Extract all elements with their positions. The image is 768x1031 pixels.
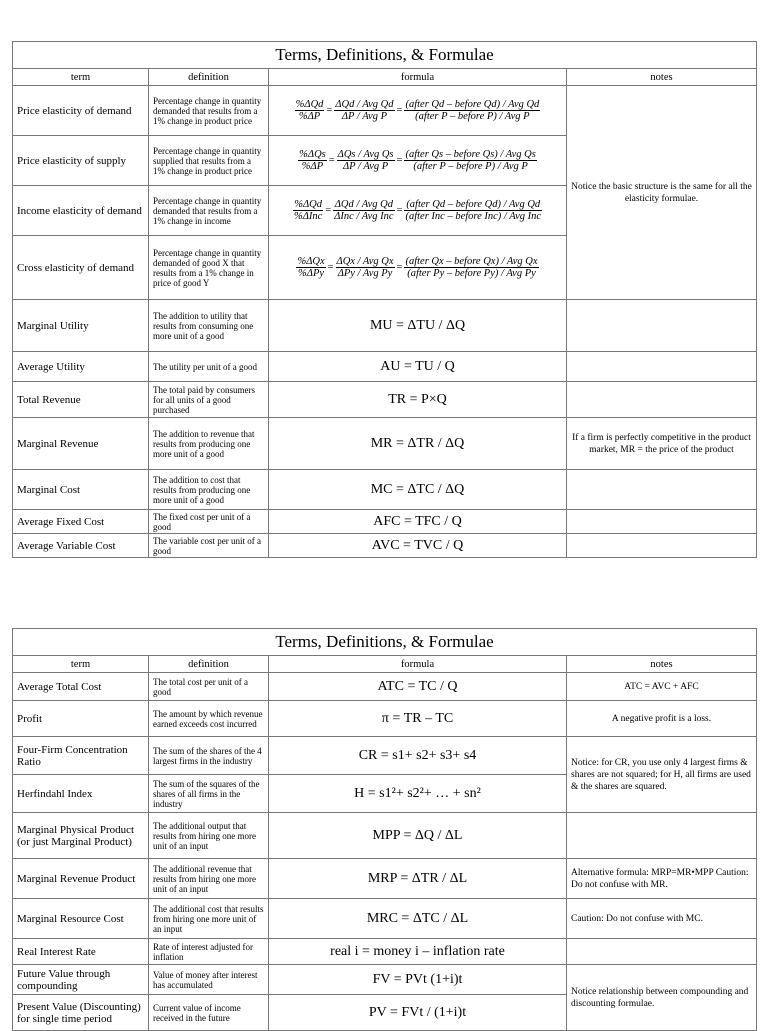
formula-cell: MR = ΔTR / ΔQ [269,418,567,470]
term-cell: Total Revenue [13,382,149,418]
term-cell: Marginal Revenue [13,418,149,470]
table-row [13,86,757,136]
table-row [13,534,757,558]
notes-cell: Notice the basic structure is the same for all the elasticity formulae. [567,86,757,300]
definition-cell: The addition to cost that results from producing one more unit of a good [149,470,269,510]
fraction: $\frac{\text{\%ΔQd}}{\%\Delta P}$ [295,99,324,122]
notes-cell: Notice relationship between compounding and discounting formulae. [567,965,757,1031]
notes-cell [567,510,757,534]
notes-cell [567,300,757,352]
definition-cell: The addition to utility that results from consuming one more unit of a good [149,300,269,352]
formula-cell: $\frac{\text{\%ΔQs}}{\%\Delta P}$ = $\frac{\text{ΔQs / Avg Qs}}{\text{ΔP / Avg P}}$ = $\frac{\text{(after Qs – before Qs) / Avg Qs}}{\text{(after P – before P) / Avg P}}$ [269,136,567,186]
fraction: $\frac{\text{ΔQd / Avg Qd}}{\text{ΔInc / Avg Inc}}$ [334,199,394,222]
formula-cell: AVC = TVC / Q [269,534,567,558]
column-header-notes: notes [567,69,757,86]
table-row [13,470,757,510]
formula-cell: H = s1²+ s2²+ … + sn² [269,775,567,813]
definition-cell: The total cost per unit of a good [149,673,269,701]
table-row [13,352,757,382]
notes-cell: ATC = AVC + AFC [567,673,757,701]
table-row [13,382,757,418]
term-cell: Average Fixed Cost [13,510,149,534]
table-row [13,939,757,965]
definition-cell: The fixed cost per unit of a good [149,510,269,534]
term-cell: Marginal Resource Cost [13,899,149,939]
table-row [13,300,757,352]
notes-cell: Caution: Do not confuse with MC. [567,899,757,939]
definition-cell: The addition to revenue that results from producing one more unit of a good [149,418,269,470]
definition-cell: Current value of income received in the future [149,995,269,1031]
table-row [13,701,757,737]
fraction: $\frac{\text{ΔQd / Avg Qd}}{\text{ΔP / Avg P}}$ [335,99,394,122]
formula-table-2 [12,628,757,1031]
notes-cell [567,470,757,510]
formula-cell: real i = money i – inflation rate [269,939,567,965]
term-cell: Real Interest Rate [13,939,149,965]
formula-cell: MC = ΔTC / ΔQ [269,470,567,510]
definition-cell: The utility per unit of a good [149,352,269,382]
term-cell: Marginal Cost [13,470,149,510]
formula-table-1 [12,41,757,558]
definition-cell: Rate of interest adjusted for inflation [149,939,269,965]
formula-cell: $\frac{\text{\%ΔQd}}{\text{\%ΔInc}}$ = $\frac{\text{ΔQd / Avg Qd}}{\text{ΔInc / Avg Inc}}$ = $\frac{\text{(after Qd – before Qd) / Avg Qd}}{\text{(after Inc – before Inc) / Avg Inc}}$ [269,186,567,236]
formula-cell: π = TR – TC [269,701,567,737]
column-header-formula: formula [269,656,567,673]
term-cell: Average Variable Cost [13,534,149,558]
table-row [13,965,757,995]
definition-cell: The additional revenue that results from hiring one more unit of an input [149,859,269,899]
notes-cell [567,534,757,558]
formula-cell: $\frac{\text{\%ΔQd}}{\%\Delta P}$ = $\frac{\text{ΔQd / Avg Qd}}{\text{ΔP / Avg P}}$ = $\frac{\text{(after Qd – before Qd) / Avg Qd}}{\text{(after P – before P) / Avg P}}$ [269,86,567,136]
fraction: $\frac{\text{(after Qx – before Qx) / Avg Qx}}{\text{(after Py – before Py) / Avg Py}}$ [405,256,538,279]
column-header-definition: definition [149,656,269,673]
fraction: $\frac{\text{(after Qd – before Qd) / Avg Qd}}{\text{(after Inc – before Inc) / Avg Inc}}$ [405,199,542,222]
term-cell: Four-Firm Concentration Ratio [13,737,149,775]
notes-cell: Alternative formula: MRP=MR•MPP Caution: Do not confuse with MR. [567,859,757,899]
fraction: $\frac{\text{ΔQs / Avg Qs}}{\text{ΔP / Avg P}}$ [337,149,394,172]
fraction: $\frac{\text{\%ΔQs}}{\%\Delta P}$ [299,149,326,172]
term-cell: Profit [13,701,149,737]
definition-cell: Percentage change in quantity demanded of good X that results from a 1% change in price of good Y [149,236,269,300]
definition-cell: The variable cost per unit of a good [149,534,269,558]
term-cell: Price elasticity of demand [13,86,149,136]
formula-cell: CR = s1+ s2+ s3+ s4 [269,737,567,775]
formula-cell: TR = P×Q [269,382,567,418]
notes-cell: A negative profit is a loss. [567,701,757,737]
term-cell: Marginal Physical Product (or just Marginal Product) [13,813,149,859]
term-cell: Herfindahl Index [13,775,149,813]
notes-cell: Notice: for CR, you use only 4 largest firms & shares are not squared; for H, all firms are used & the shares are squared. [567,737,757,813]
definition-cell: Value of money after interest has accumulated [149,965,269,995]
table-row [13,673,757,701]
term-cell: Marginal Utility [13,300,149,352]
table-row [13,510,757,534]
notes-cell: If a firm is perfectly competitive in the product market, MR = the price of the product [567,418,757,470]
column-header-term: term [13,69,149,86]
fraction: $\frac{\text{(after Qs – before Qs) / Avg Qs}}{\text{(after P – before P) / Avg P}}$ [405,149,536,172]
definition-cell: The additional output that results from hiring one more unit of an input [149,813,269,859]
formula-cell: AFC = TFC / Q [269,510,567,534]
table-row [13,737,757,775]
term-cell: Marginal Revenue Product [13,859,149,899]
table-row [13,859,757,899]
formula-cell: $\frac{\text{\%ΔQx}}{\text{\%ΔPy}}$ = $\frac{\text{ΔQx / Avg Qx}}{\text{ΔPy / Avg Py}}$ = $\frac{\text{(after Qx – before Qx) / Avg Qx}}{\text{(after Py – before Py) / Avg Py}}$ [269,236,567,300]
column-header-notes: notes [567,656,757,673]
definition-cell: The additional cost that results from hiring one more unit of an input [149,899,269,939]
table-title: Terms, Definitions, & Formulae [13,42,757,69]
term-cell: Average Utility [13,352,149,382]
term-cell: Income elasticity of demand [13,186,149,236]
term-cell: Present Value (Discounting) for single time period [13,995,149,1031]
fraction: $\frac{\text{\%ΔQd}}{\text{\%ΔInc}}$ [293,199,323,222]
notes-cell [567,813,757,859]
definition-cell: Percentage change in quantity supplied that results from a 1% change in product price [149,136,269,186]
formula-cell: MRP = ΔTR / ΔL [269,859,567,899]
definition-cell: Percentage change in quantity demanded that results from a 1% change in income [149,186,269,236]
formula-cell: ATC = TC / Q [269,673,567,701]
definition-cell: The amount by which revenue earned exceeds cost incurred [149,701,269,737]
definition-cell: Percentage change in quantity demanded that results from a 1% change in product price [149,86,269,136]
term-cell: Future Value through compounding [13,965,149,995]
column-header-definition: definition [149,69,269,86]
formula-cell: PV = FVt / (1+i)t [269,995,567,1031]
term-cell: Cross elasticity of demand [13,236,149,300]
notes-cell [567,352,757,382]
column-header-term: term [13,656,149,673]
notes-cell [567,382,757,418]
fraction: $\frac{\text{ΔQx / Avg Qx}}{\text{ΔPy / Avg Py}}$ [336,256,394,279]
definition-cell: The sum of the squares of the shares of all firms in the industry [149,775,269,813]
table-row [13,418,757,470]
term-cell: Price elasticity of supply [13,136,149,186]
formula-cell: MU = ΔTU / ΔQ [269,300,567,352]
formula-cell: MRC = ΔTC / ΔL [269,899,567,939]
definition-cell: The total paid by consumers for all units of a good purchased [149,382,269,418]
formula-cell: AU = TU / Q [269,352,567,382]
table-row [13,899,757,939]
definition-cell: The sum of the shares of the 4 largest firms in the industry [149,737,269,775]
fraction: $\frac{\text{(after Qd – before Qd) / Avg Qd}}{\text{(after P – before P) / Avg P}}$ [405,99,540,122]
notes-cell [567,939,757,965]
formula-cell: MPP = ΔQ / ΔL [269,813,567,859]
table-row [13,813,757,859]
column-header-formula: formula [269,69,567,86]
formula-cell: FV = PVt (1+i)t [269,965,567,995]
term-cell: Average Total Cost [13,673,149,701]
table-title: Terms, Definitions, & Formulae [13,629,757,656]
fraction: $\frac{\text{\%ΔQx}}{\text{\%ΔPy}}$ [297,256,325,279]
